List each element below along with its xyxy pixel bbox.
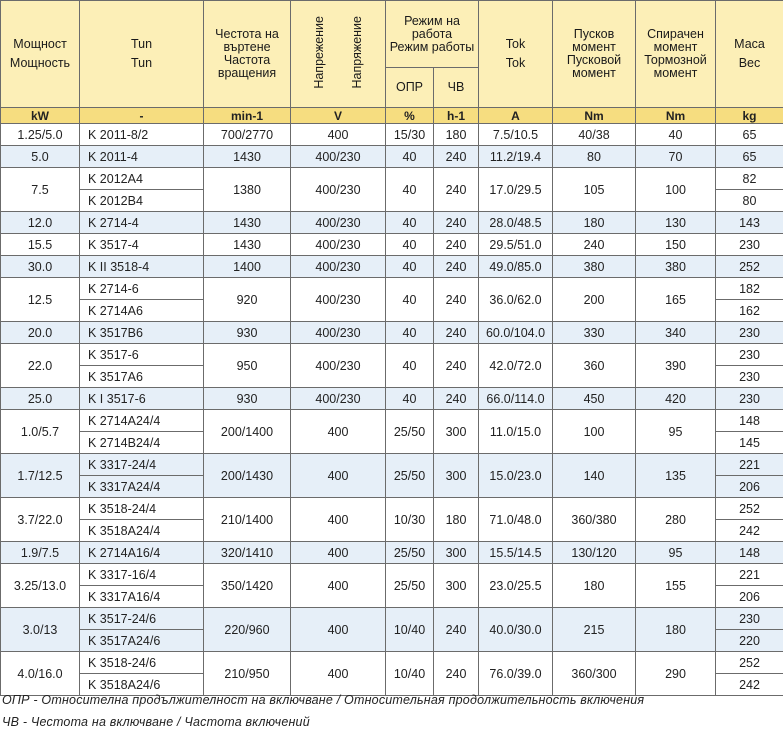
cell-mass: 252 [716,498,783,520]
cell-voltage: 400/230 [291,322,386,344]
cell-mass: 230 [716,344,783,366]
cell-type: K 2011-8/2 [80,124,204,146]
unit-type: - [80,108,204,124]
cell-current: 23.0/25.5 [479,564,553,608]
cell-current: 17.0/29.5 [479,168,553,212]
unit-mass: kg [716,108,783,124]
cell-mass: 206 [716,476,783,498]
cell-brake-torque: 70 [636,146,716,168]
cell-speed: 1430 [204,234,291,256]
cell-voltage: 400/230 [291,278,386,322]
cell-speed: 1380 [204,168,291,212]
footnote-chv: ЧВ - Честота на включване / Частота включений [2,715,310,729]
cell-type: K 3517-4 [80,234,204,256]
cell-brake-torque: 95 [636,410,716,454]
cell-type: K 3517A24/6 [80,630,204,652]
units-row [1,108,783,124]
cell-power: 5.0 [1,146,80,168]
cell-speed: 950 [204,344,291,388]
cell-chv: 180 [434,124,479,146]
cell-speed: 700/2770 [204,124,291,146]
cell-mass: 143 [716,212,783,234]
header-speed [204,1,291,108]
cell-type: K 3317A16/4 [80,586,204,608]
cell-mass: 220 [716,630,783,652]
cell-opr: 25/50 [386,542,434,564]
footnote-opr: ОПР - Относителна продължителност на включване / Относительная продолжительность включения [2,693,645,707]
cell-mass: 162 [716,300,783,322]
cell-type: K 2012B4 [80,190,204,212]
cell-start-torque: 180 [553,212,636,234]
cell-mass: 230 [716,388,783,410]
cell-chv: 240 [434,256,479,278]
header-mass-bg: Маса [734,37,765,51]
cell-brake-torque: 95 [636,542,716,564]
cell-chv: 240 [434,652,479,696]
table-row [1,344,783,366]
header-voltage [291,1,386,108]
cell-type: K II 3518-4 [80,256,204,278]
cell-mass: 230 [716,608,783,630]
unit-current: A [479,108,553,124]
cell-power: 25.0 [1,388,80,410]
header-power-bg: Мощност [13,37,67,51]
cell-mass: 148 [716,410,783,432]
cell-speed: 320/1410 [204,542,291,564]
header-brake-torque [636,1,716,108]
cell-speed: 350/1420 [204,564,291,608]
cell-brake-torque: 165 [636,278,716,322]
cell-speed: 200/1430 [204,454,291,498]
cell-start-torque: 100 [553,410,636,454]
cell-mass: 230 [716,234,783,256]
cell-type: K 3517-6 [80,344,204,366]
cell-opr: 40 [386,256,434,278]
cell-voltage: 400 [291,564,386,608]
cell-power: 3.25/13.0 [1,564,80,608]
header-type-bg: Tun [130,37,153,51]
cell-voltage: 400 [291,410,386,454]
cell-brake-torque: 180 [636,608,716,652]
cell-start-torque: 180 [553,564,636,608]
cell-brake-torque: 290 [636,652,716,696]
cell-speed: 200/1400 [204,410,291,454]
header-mode-opr: ОПР [386,68,434,108]
cell-speed: 210/1400 [204,498,291,542]
cell-opr: 25/50 [386,454,434,498]
cell-power: 3.7/22.0 [1,498,80,542]
header-speed-line2: въртене [223,40,271,54]
table-row [1,256,783,278]
cell-power: 12.0 [1,212,80,234]
cell-chv: 240 [434,146,479,168]
table-row [1,410,783,432]
header-brake-line3: Тормозной [644,53,707,67]
cell-current: 49.0/85.0 [479,256,553,278]
unit-start-torque: Nm [553,108,636,124]
cell-power: 1.9/7.5 [1,542,80,564]
cell-start-torque: 130/120 [553,542,636,564]
cell-start-torque: 360 [553,344,636,388]
header-speed-line1: Честота на [215,27,279,41]
cell-opr: 10/40 [386,608,434,652]
header-brake-line4: момент [653,66,698,80]
cell-type: K 2714-6 [80,278,204,300]
cell-speed: 1430 [204,146,291,168]
header-mode-line2: работа [411,26,453,41]
cell-brake-torque: 40 [636,124,716,146]
cell-opr: 40 [386,322,434,344]
cell-opr: 40 [386,234,434,256]
header-power-ru: Мощность [9,56,71,70]
header-type-ru: Tun [130,56,153,70]
cell-opr: 40 [386,344,434,388]
cell-opr: 15/30 [386,124,434,146]
cell-mass: 230 [716,322,783,344]
cell-type: K 3517-24/6 [80,608,204,630]
cell-mass: 82 [716,168,783,190]
header-speed-line3: Частота [223,53,271,67]
header-row-1 [1,1,783,68]
cell-power: 3.0/13 [1,608,80,652]
cell-speed: 1400 [204,256,291,278]
cell-opr: 25/50 [386,410,434,454]
cell-power: 30.0 [1,256,80,278]
cell-start-torque: 40/38 [553,124,636,146]
cell-speed: 210/950 [204,652,291,696]
cell-start-torque: 360/300 [553,652,636,696]
unit-brake-torque: Nm [636,108,716,124]
header-power [1,1,80,108]
cell-mass: 182 [716,278,783,300]
header-start-torque [553,1,636,108]
header-speed-line4: вращения [217,66,277,80]
cell-voltage: 400/230 [291,168,386,212]
cell-type: K 3518A24/6 [80,674,204,696]
cell-opr: 10/40 [386,652,434,696]
cell-power: 1.7/12.5 [1,454,80,498]
table-row [1,146,783,168]
cell-start-torque: 360/380 [553,498,636,542]
cell-type: K 3317A24/4 [80,476,204,498]
cell-current: 40.0/30.0 [479,608,553,652]
cell-brake-torque: 100 [636,168,716,212]
cell-speed: 1430 [204,212,291,234]
cell-mass: 206 [716,586,783,608]
cell-power: 4.0/16.0 [1,652,80,696]
table-row [1,212,783,234]
cell-mass: 145 [716,432,783,454]
cell-mass: 65 [716,146,783,168]
cell-opr: 40 [386,146,434,168]
cell-chv: 240 [434,278,479,322]
header-mode-line1: Режим на [404,13,460,28]
header-start-line1: Пусков [573,27,615,41]
cell-voltage: 400/230 [291,212,386,234]
cell-voltage: 400/230 [291,234,386,256]
cell-mass: 221 [716,454,783,476]
cell-power: 7.5 [1,168,80,212]
cell-current: 7.5/10.5 [479,124,553,146]
cell-current: 76.0/39.0 [479,652,553,696]
cell-brake-torque: 280 [636,498,716,542]
cell-start-torque: 330 [553,322,636,344]
cell-opr: 40 [386,212,434,234]
header-mass [716,1,783,108]
cell-voltage: 400/230 [291,146,386,168]
cell-speed: 930 [204,322,291,344]
cell-voltage: 400 [291,498,386,542]
cell-brake-torque: 390 [636,344,716,388]
cell-power: 20.0 [1,322,80,344]
header-mode [386,1,479,68]
cell-mass: 230 [716,366,783,388]
header-brake-line1: Спирачен [647,27,704,41]
cell-chv: 240 [434,322,479,344]
cell-chv: 300 [434,564,479,608]
cell-speed: 920 [204,278,291,322]
cell-brake-torque: 380 [636,256,716,278]
header-current-bg: Tok [505,37,526,51]
cell-mass: 80 [716,190,783,212]
cell-start-torque: 140 [553,454,636,498]
cell-start-torque: 240 [553,234,636,256]
cell-voltage: 400 [291,608,386,652]
unit-opr: % [386,108,434,124]
cell-current: 11.2/19.4 [479,146,553,168]
header-mass-ru: Вес [738,56,761,70]
unit-chv: h-1 [434,108,479,124]
cell-voltage: 400/230 [291,256,386,278]
table-row [1,608,783,630]
header-mode-line3: Режим работы [389,39,475,54]
cell-type: K 3518-24/6 [80,652,204,674]
cell-brake-torque: 420 [636,388,716,410]
table-row [1,542,783,564]
table-row [1,652,783,674]
cell-voltage: 400/230 [291,388,386,410]
cell-type: K 3317-24/4 [80,454,204,476]
cell-start-torque: 380 [553,256,636,278]
header-current-ru: Tok [505,56,526,70]
cell-brake-torque: 135 [636,454,716,498]
header-voltage-ru: Напряжение [349,16,364,89]
cell-type: K 3317-16/4 [80,564,204,586]
cell-current: 15.5/14.5 [479,542,553,564]
cell-mass: 148 [716,542,783,564]
cell-type: K 2011-4 [80,146,204,168]
cell-opr: 10/30 [386,498,434,542]
cell-chv: 180 [434,498,479,542]
cell-power: 1.25/5.0 [1,124,80,146]
cell-chv: 240 [434,234,479,256]
cell-start-torque: 450 [553,388,636,410]
cell-type: K 2714-4 [80,212,204,234]
cell-power: 22.0 [1,344,80,388]
cell-opr: 40 [386,168,434,212]
cell-type: K 2012A4 [80,168,204,190]
cell-power: 12.5 [1,278,80,322]
cell-voltage: 400 [291,124,386,146]
unit-voltage: V [291,108,386,124]
table-row [1,278,783,300]
table-row [1,498,783,520]
table-body [1,124,783,696]
cell-start-torque: 105 [553,168,636,212]
cell-start-torque: 215 [553,608,636,652]
cell-type: K 2714A16/4 [80,542,204,564]
cell-type: K 2714A6 [80,300,204,322]
header-mode-chv: ЧВ [434,68,479,108]
cell-power: 1.0/5.7 [1,410,80,454]
cell-voltage: 400 [291,542,386,564]
cell-chv: 240 [434,608,479,652]
table-row [1,454,783,476]
cell-type: K 2714B24/4 [80,432,204,454]
cell-mass: 242 [716,520,783,542]
header-current [479,1,553,108]
cell-current: 15.0/23.0 [479,454,553,498]
cell-current: 36.0/62.0 [479,278,553,322]
cell-current: 66.0/114.0 [479,388,553,410]
table-row [1,388,783,410]
unit-speed: min-1 [204,108,291,124]
cell-current: 60.0/104.0 [479,322,553,344]
cell-current: 42.0/72.0 [479,344,553,388]
cell-current: 11.0/15.0 [479,410,553,454]
cell-chv: 240 [434,212,479,234]
cell-speed: 930 [204,388,291,410]
cell-chv: 300 [434,410,479,454]
cell-voltage: 400 [291,454,386,498]
cell-type: K 3518A24/4 [80,520,204,542]
header-start-line2: момент [572,40,616,54]
cell-opr: 40 [386,278,434,322]
cell-type: K 3518-24/4 [80,498,204,520]
table-row [1,564,783,586]
table-row [1,234,783,256]
cell-brake-torque: 155 [636,564,716,608]
cell-power: 15.5 [1,234,80,256]
header-start-line3: Пусковой [566,53,622,67]
table-row [1,168,783,190]
header-type [80,1,204,108]
cell-mass: 252 [716,652,783,674]
cell-voltage: 400 [291,652,386,696]
cell-chv: 240 [434,168,479,212]
cell-chv: 240 [434,388,479,410]
cell-chv: 300 [434,454,479,498]
cell-opr: 40 [386,388,434,410]
cell-type: K 3517B6 [80,322,204,344]
cell-chv: 300 [434,542,479,564]
cell-start-torque: 200 [553,278,636,322]
unit-power: kW [1,108,80,124]
cell-brake-torque: 340 [636,322,716,344]
header-voltage-bg: Напрежение [312,16,327,89]
cell-voltage: 400/230 [291,344,386,388]
cell-brake-torque: 150 [636,234,716,256]
cell-type: K I 3517-6 [80,388,204,410]
cell-speed: 220/960 [204,608,291,652]
cell-current: 29.5/51.0 [479,234,553,256]
cell-mass: 65 [716,124,783,146]
cell-mass: 252 [716,256,783,278]
cell-type: K 3517A6 [80,366,204,388]
header-start-line4: момент [572,66,616,80]
header-brake-line2: момент [653,40,698,54]
table-row [1,322,783,344]
cell-opr: 25/50 [386,564,434,608]
cell-brake-torque: 130 [636,212,716,234]
cell-start-torque: 80 [553,146,636,168]
cell-chv: 240 [434,344,479,388]
cell-current: 28.0/48.5 [479,212,553,234]
table-row [1,124,783,146]
cell-mass: 221 [716,564,783,586]
cell-mass: 242 [716,674,783,696]
cell-type: K 2714A24/4 [80,410,204,432]
cell-current: 71.0/48.0 [479,498,553,542]
